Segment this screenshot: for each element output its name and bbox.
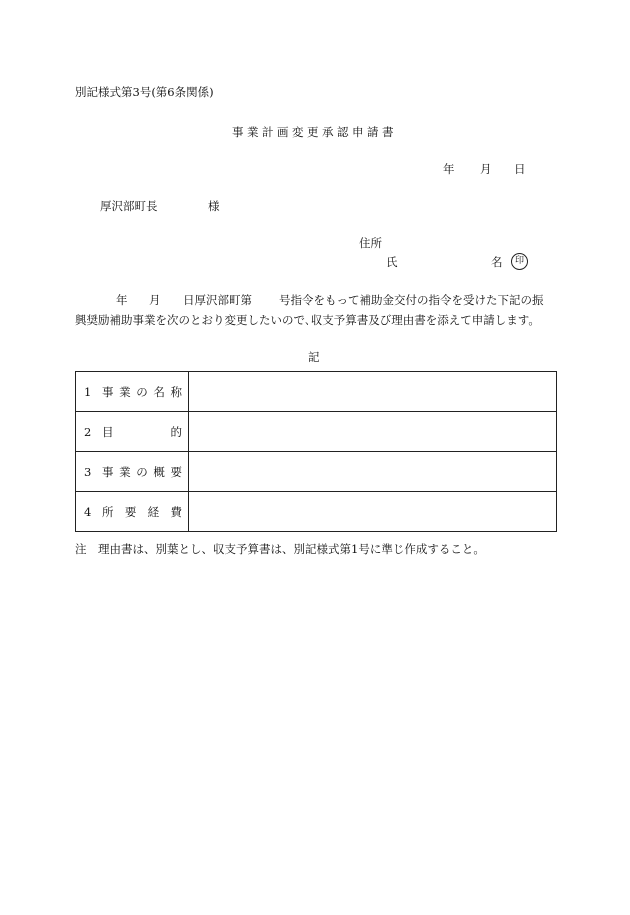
row-label-char: 名 <box>153 384 165 399</box>
table-row <box>76 372 557 412</box>
row-label-char: 事 <box>102 384 114 399</box>
document-title: 事業計画変更承認申請書 <box>232 125 397 139</box>
form-reference: 別記様式第3号(第6条関係) <box>75 85 214 99</box>
body-town-order: 日厚沢部町第 <box>183 293 252 307</box>
body-line-2: 興奨励補助事業を次のとおり変更したいので､収支予算書及び理由書を添えて申請します。 <box>75 313 540 327</box>
row-label-char: 費 <box>170 504 182 519</box>
purpose-field[interactable] <box>189 412 557 452</box>
row-number: 3 <box>84 464 92 479</box>
project-details-table <box>75 371 557 532</box>
row-label <box>76 412 189 452</box>
row-label-char: 事 <box>102 464 114 479</box>
row-label-char: 概 <box>153 464 165 479</box>
row-label <box>76 452 189 492</box>
name-label-second: 名 <box>491 255 503 269</box>
row-label-char: の <box>136 384 148 399</box>
body-year-label: 年 <box>116 293 128 307</box>
row-label-char: 要 <box>170 464 182 479</box>
project-overview-field[interactable] <box>189 452 557 492</box>
seal-mark: 印 <box>511 253 528 270</box>
footnote: 注 理由書は、別葉とし、収支予算書は、別記様式第1号に準じ作成すること。 <box>75 542 485 556</box>
date-month-label: 月 <box>480 162 492 176</box>
row-label-char: 所 <box>102 504 114 519</box>
row-label-char: 称 <box>170 384 182 399</box>
address-label: 住所 <box>359 236 382 250</box>
date-day-label: 日 <box>514 162 526 176</box>
row-number: 1 <box>84 384 92 399</box>
row-label-char: 業 <box>119 464 131 479</box>
body-month-label: 月 <box>149 293 161 307</box>
row-label-char: 目 <box>102 424 114 439</box>
row-number: 4 <box>84 504 92 519</box>
row-number: 2 <box>84 424 92 439</box>
name-label-first: 氏 <box>386 255 398 269</box>
addressee-honorific: 様 <box>208 199 220 213</box>
addressee-name: 厚沢部町長 <box>100 199 158 213</box>
body-line-1: 号指令をもって補助金交付の指令を受けた下記の振 <box>279 293 544 307</box>
project-name-field[interactable] <box>189 372 557 412</box>
date-year-label: 年 <box>443 162 455 176</box>
row-label-char: 的 <box>170 424 182 439</box>
table-row <box>76 492 557 532</box>
row-label-char: 業 <box>119 384 131 399</box>
row-label <box>76 372 189 412</box>
row-label-char: 要 <box>124 504 137 519</box>
required-cost-field[interactable] <box>189 492 557 532</box>
table-row <box>76 412 557 452</box>
row-label <box>76 492 189 532</box>
row-label-char: 経 <box>147 504 160 519</box>
table-row <box>76 452 557 492</box>
row-label-char: の <box>136 464 148 479</box>
ki-heading: 記 <box>308 350 320 364</box>
